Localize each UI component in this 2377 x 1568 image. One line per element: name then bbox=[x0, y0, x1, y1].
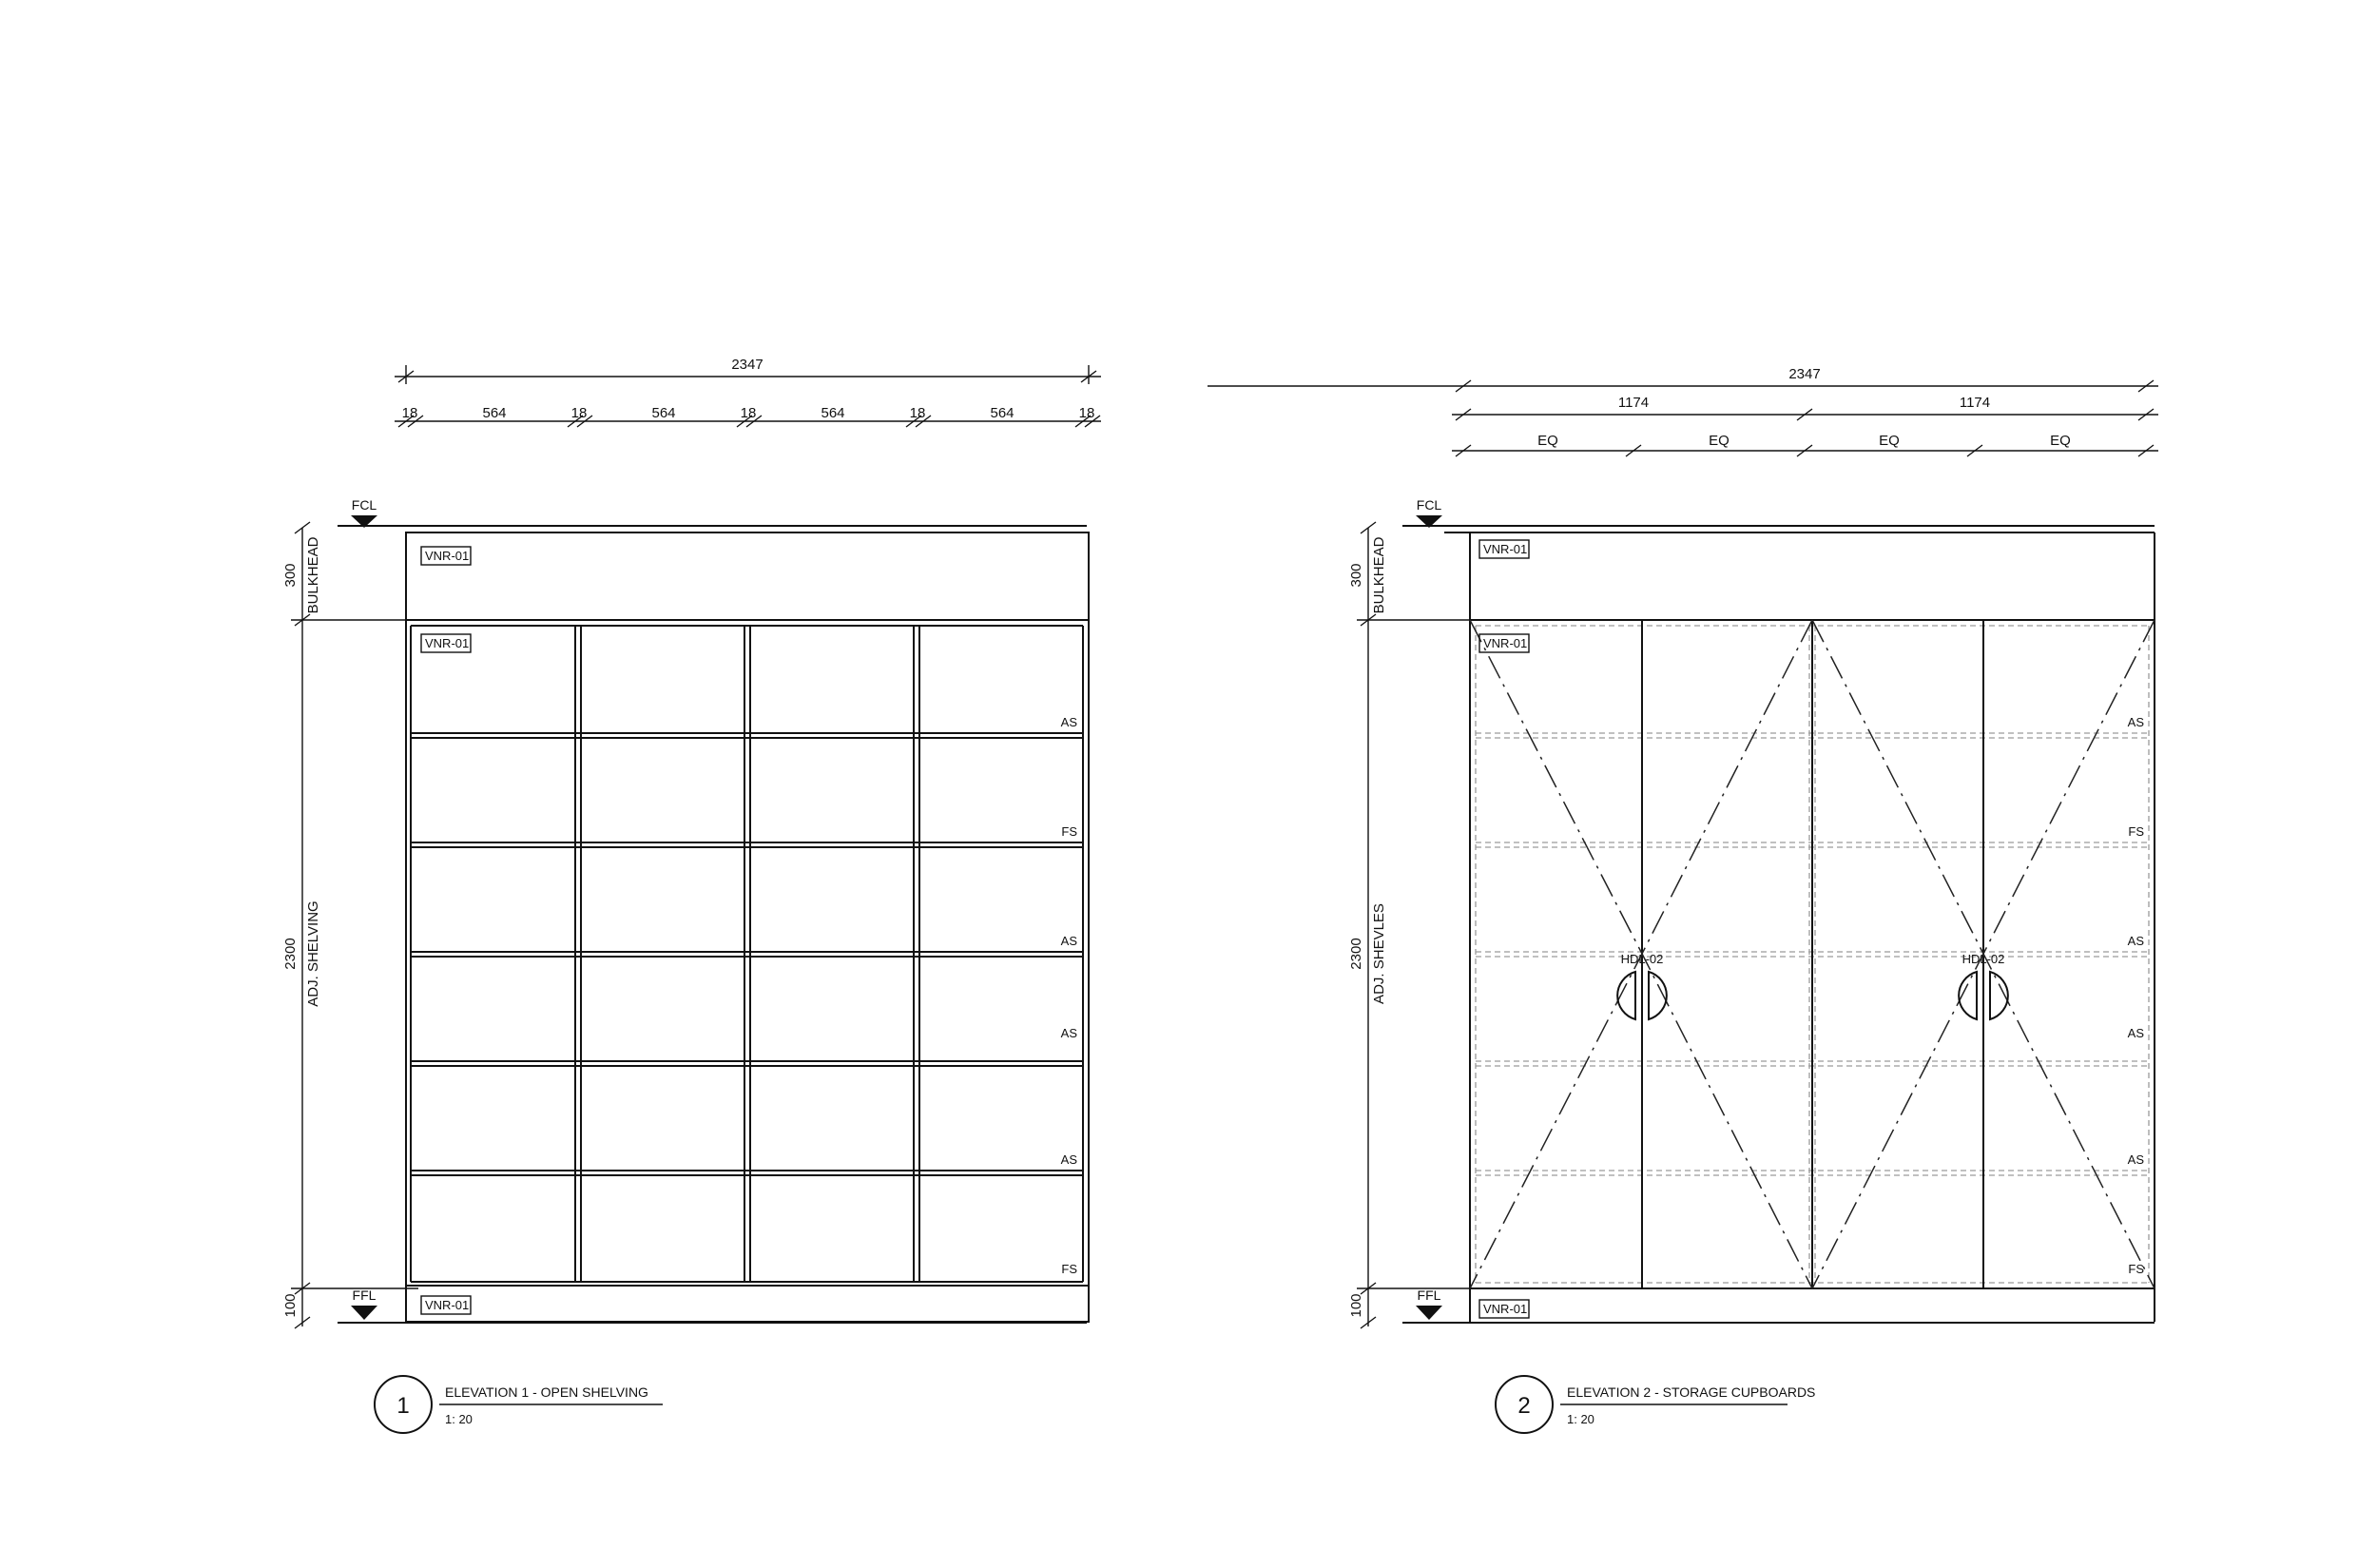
base-dim-label: 100 bbox=[1348, 1293, 1364, 1318]
title-number: 2 bbox=[1517, 1393, 1531, 1419]
material-tag: VNR-01 bbox=[425, 549, 470, 563]
shelving-unit bbox=[406, 532, 1089, 1322]
shelf-tag: AS bbox=[2127, 1026, 2144, 1040]
spacing-label: 564 bbox=[990, 405, 1015, 421]
main-label: ADJ. SHEVLES bbox=[1371, 903, 1387, 1004]
shelf-tag: FS bbox=[1061, 824, 1077, 839]
spacing-label: 18 bbox=[401, 405, 418, 421]
spacing-dimension-e1 bbox=[395, 405, 1101, 427]
shelf-tag: FS bbox=[1061, 1262, 1077, 1276]
shelf-tag: AS bbox=[1060, 1026, 1077, 1040]
title-number: 1 bbox=[396, 1393, 410, 1419]
material-tag: VNR-01 bbox=[425, 1298, 470, 1312]
spacing-label: 18 bbox=[740, 405, 757, 421]
half-width-label: 1174 bbox=[1959, 395, 1991, 411]
shelf-tag: AS bbox=[1060, 1152, 1077, 1167]
spacing-label: 18 bbox=[1078, 405, 1095, 421]
overall-width-label: 2347 bbox=[731, 357, 763, 373]
level-top-label: FCL bbox=[351, 497, 377, 513]
shelf-tag: AS bbox=[1060, 715, 1077, 729]
handle-tag: HDL-02 bbox=[1620, 952, 1664, 966]
shelf-tag: FS bbox=[2128, 1262, 2144, 1276]
main-dim-label: 2300 bbox=[282, 938, 299, 970]
shelf-tag: AS bbox=[2127, 1152, 2144, 1167]
shelf-tag: AS bbox=[2127, 715, 2144, 729]
door-width-label: EQ bbox=[1709, 433, 1730, 449]
spacing-label: 564 bbox=[821, 405, 845, 421]
level-top-label: FCL bbox=[1416, 497, 1442, 513]
overall-width-label: 2347 bbox=[1788, 366, 1821, 382]
half-dimension-e2 bbox=[1452, 395, 2158, 420]
shelf-tag: AS bbox=[1060, 934, 1077, 948]
level-lines-e1 bbox=[338, 497, 1087, 1323]
level-marker-icon bbox=[1416, 1306, 1442, 1320]
spacing-label: 18 bbox=[570, 405, 588, 421]
bulkhead-dim-label: 300 bbox=[1348, 563, 1364, 588]
drawing-title: ELEVATION 2 - STORAGE CUPBOARDS bbox=[1567, 1384, 1816, 1400]
base-dim-label: 100 bbox=[282, 1293, 299, 1318]
material-tags-e2 bbox=[1479, 540, 1529, 1318]
shelf-tags-e1 bbox=[1061, 715, 1078, 1276]
bulkhead-dim-label: 300 bbox=[282, 563, 299, 588]
drawing-scale: 1: 20 bbox=[445, 1412, 473, 1426]
cupboard-unit bbox=[1444, 532, 2155, 1322]
spacing-label: 564 bbox=[482, 405, 507, 421]
shelf-tag: AS bbox=[2127, 934, 2144, 948]
door-width-label: EQ bbox=[2050, 433, 2071, 449]
material-tag: VNR-01 bbox=[1483, 1302, 1528, 1316]
drawing-title-e2 bbox=[1496, 1376, 1815, 1433]
material-tag: VNR-01 bbox=[425, 636, 470, 650]
material-tag: VNR-01 bbox=[1483, 636, 1528, 650]
main-label: ADJ. SHELVING bbox=[305, 900, 321, 1007]
vertical-dimension-e1 bbox=[282, 522, 418, 1328]
drawing-title-e1 bbox=[375, 1376, 663, 1433]
elevation-2 bbox=[1208, 366, 2158, 1433]
drawing-title: ELEVATION 1 - OPEN SHELVING bbox=[445, 1384, 648, 1400]
shelf-tag: FS bbox=[2128, 824, 2144, 839]
vertical-dimension-e2 bbox=[1348, 522, 1469, 1328]
level-marker-icon bbox=[351, 1306, 377, 1320]
overall-dimension-e1 bbox=[395, 357, 1101, 384]
material-tags-e1 bbox=[421, 547, 471, 1314]
elevation-1 bbox=[282, 357, 1101, 1433]
spacing-label: 564 bbox=[651, 405, 676, 421]
door-width-label: EQ bbox=[1879, 433, 1900, 449]
door-width-label: EQ bbox=[1537, 433, 1558, 449]
handle-tag: HDL-02 bbox=[1962, 952, 2005, 966]
level-bottom-label: FFL bbox=[352, 1287, 377, 1303]
spacing-label: 18 bbox=[909, 405, 926, 421]
bulkhead-label: BULKHEAD bbox=[305, 536, 321, 614]
level-lines-e2 bbox=[1402, 497, 2155, 1323]
door-dimension-e2 bbox=[1452, 433, 2158, 456]
overall-dimension-e2 bbox=[1208, 366, 2158, 392]
material-tag: VNR-01 bbox=[1483, 542, 1528, 556]
bulkhead-label: BULKHEAD bbox=[1371, 536, 1387, 614]
drawing-scale: 1: 20 bbox=[1567, 1412, 1594, 1426]
half-width-label: 1174 bbox=[1617, 395, 1650, 411]
main-dim-label: 2300 bbox=[1348, 938, 1364, 970]
level-bottom-label: FFL bbox=[1417, 1287, 1441, 1303]
shelf-tags-e2 bbox=[2128, 715, 2145, 1276]
